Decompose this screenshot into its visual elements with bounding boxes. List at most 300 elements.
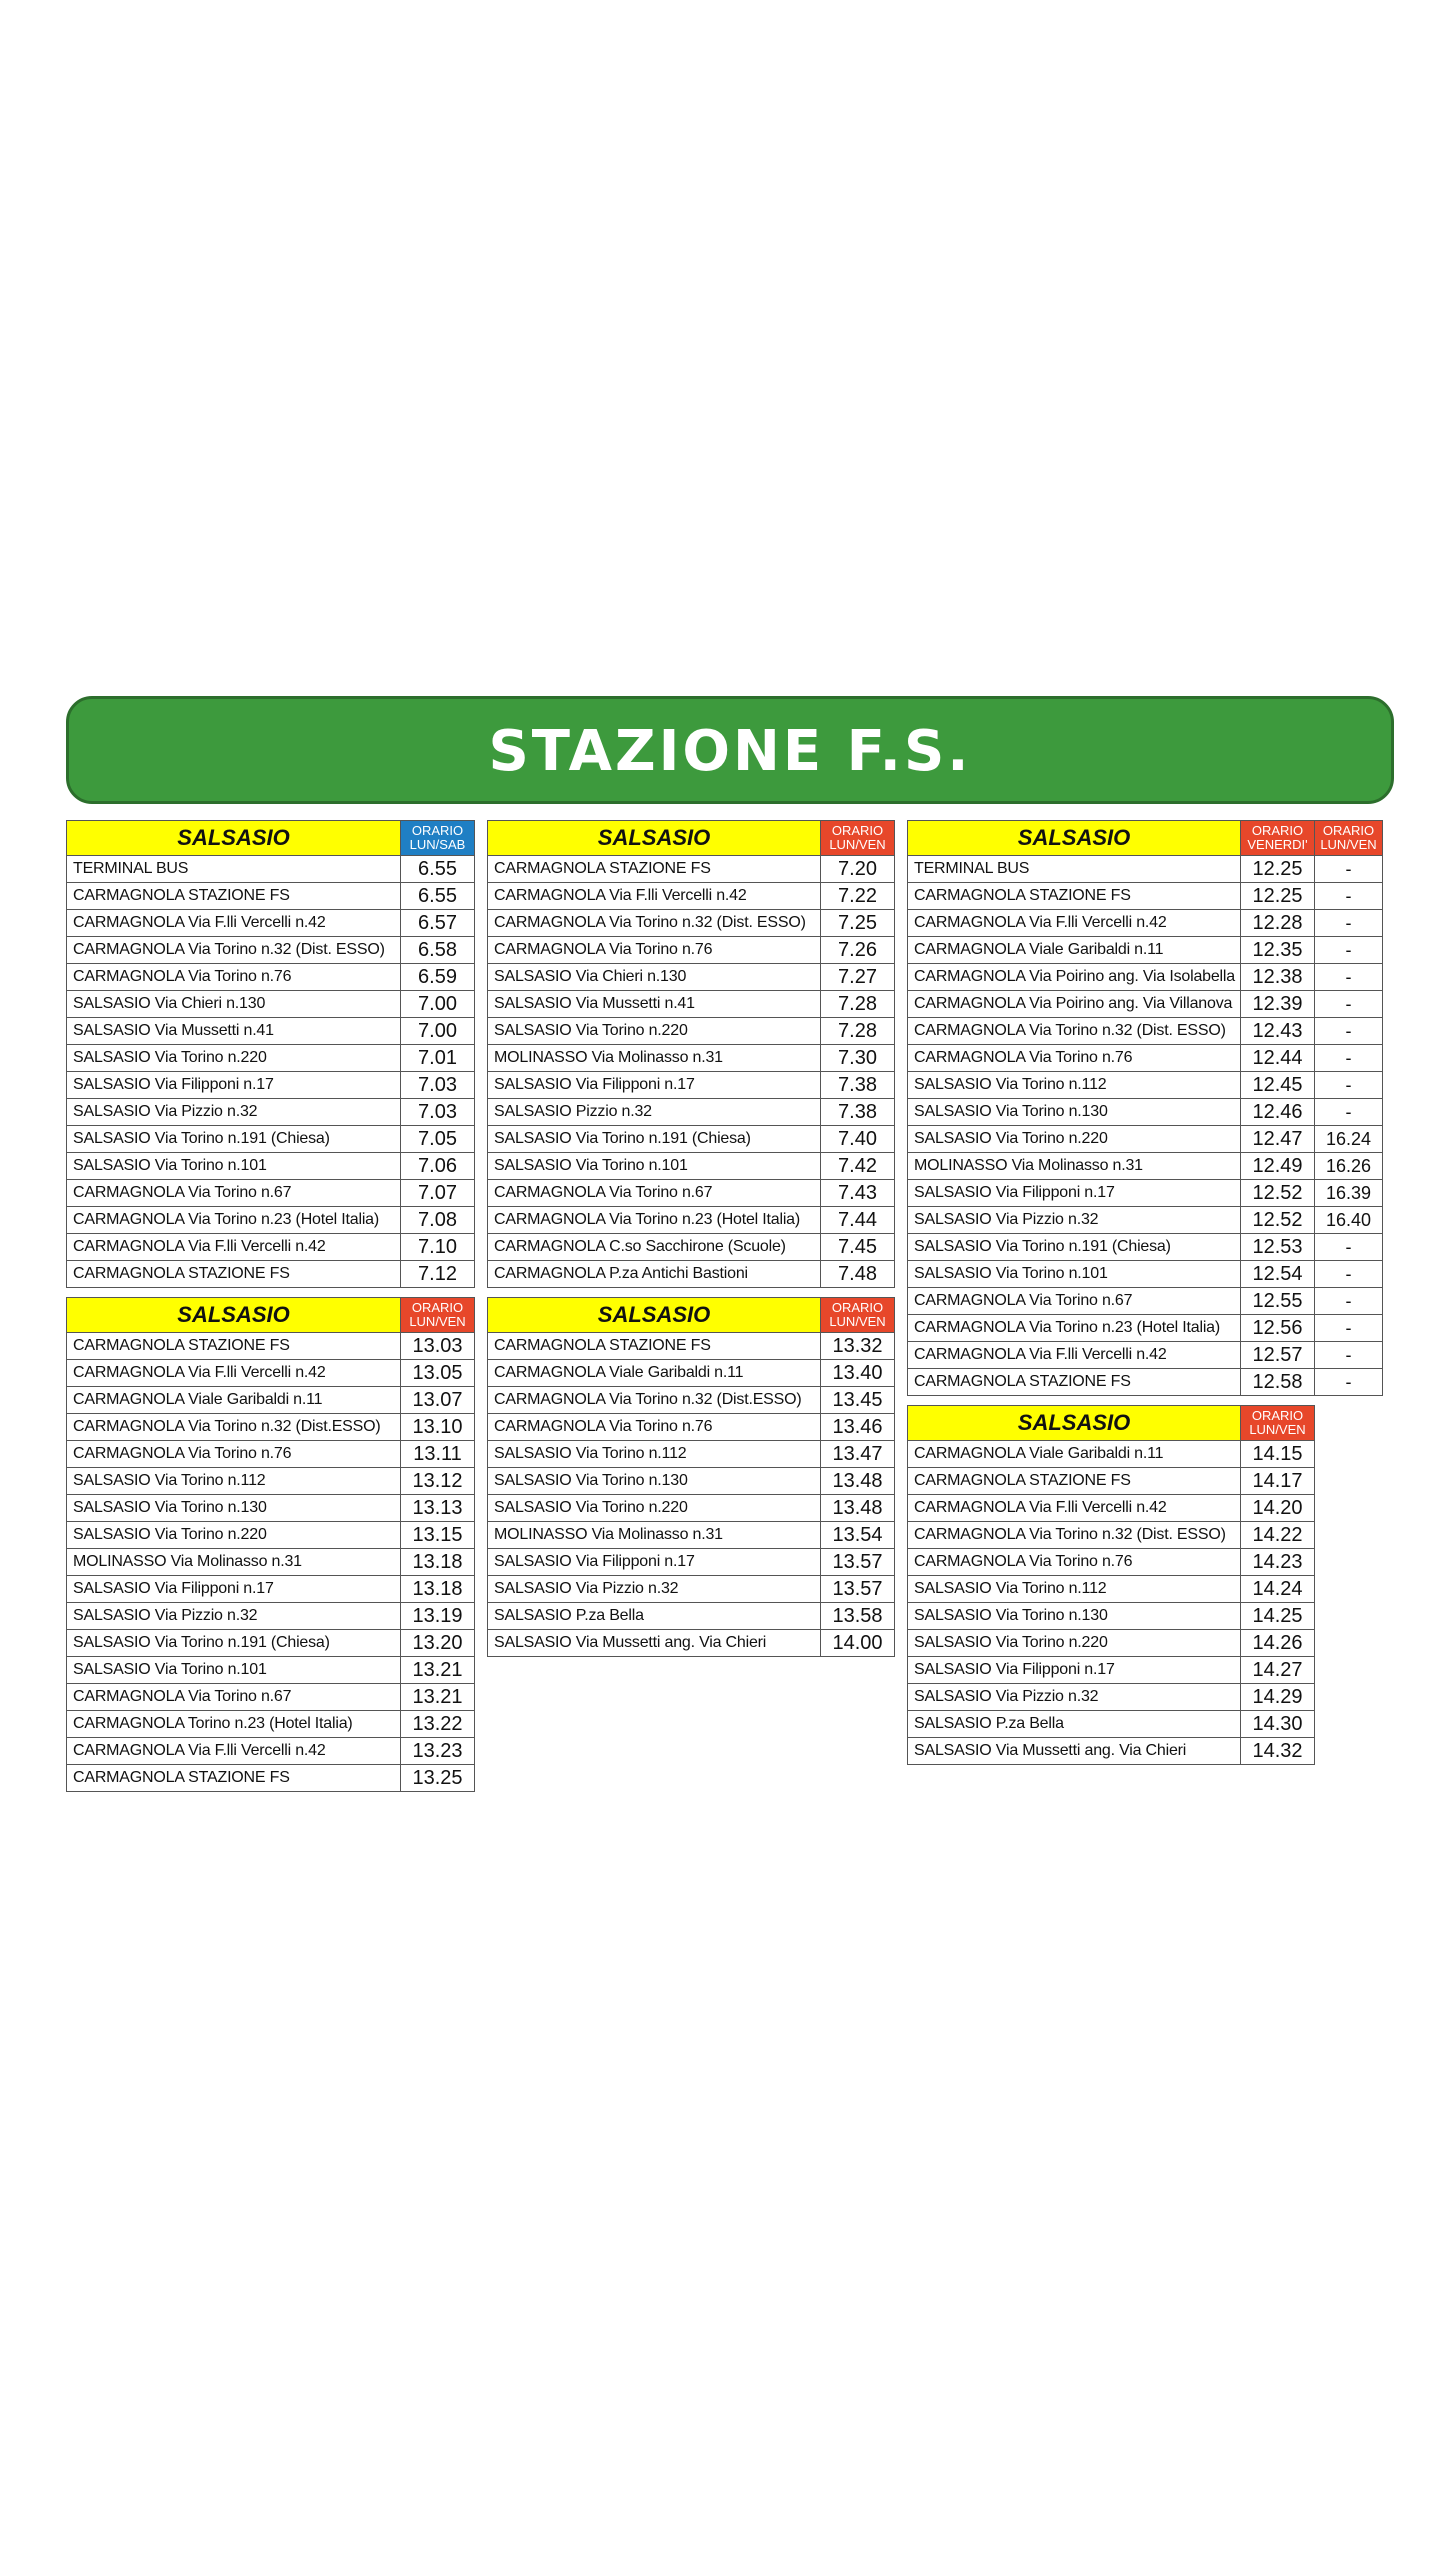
departure-time-secondary: - <box>1315 937 1383 964</box>
table-row <box>66 1180 475 1207</box>
table-row <box>487 1414 895 1441</box>
departure-time: 13.21 <box>401 1684 475 1711</box>
stop-name: MOLINASSO Via Molinasso n.31 <box>66 1549 401 1576</box>
departure-time: 14.30 <box>1241 1711 1315 1738</box>
departure-time: 6.59 <box>401 964 475 991</box>
stop-name: CARMAGNOLA STAZIONE FS <box>66 1333 401 1360</box>
block-header <box>487 820 895 856</box>
departure-time: 12.54 <box>1241 1261 1315 1288</box>
table-row <box>66 1387 475 1414</box>
table-row <box>487 1099 895 1126</box>
stop-name: CARMAGNOLA Viale Garibaldi n.11 <box>487 1360 821 1387</box>
table-row <box>66 1045 475 1072</box>
schedule-badge <box>1241 820 1315 856</box>
departure-time: 13.19 <box>401 1603 475 1630</box>
table-row <box>907 1207 1383 1234</box>
departure-time: 13.10 <box>401 1414 475 1441</box>
departure-time: 13.47 <box>821 1441 895 1468</box>
departure-time-secondary: - <box>1315 1288 1383 1315</box>
departure-time: 14.23 <box>1241 1549 1315 1576</box>
table-row <box>907 1549 1315 1576</box>
table-row <box>66 937 475 964</box>
table-row <box>907 991 1383 1018</box>
stop-name: TERMINAL BUS <box>907 856 1241 883</box>
stop-name: SALSASIO Via Torino n.220 <box>487 1495 821 1522</box>
table-row <box>907 1441 1315 1468</box>
departure-time: 13.57 <box>821 1549 895 1576</box>
departure-time: 13.48 <box>821 1468 895 1495</box>
table-row <box>66 1495 475 1522</box>
departure-time: 14.24 <box>1241 1576 1315 1603</box>
departure-time-secondary: - <box>1315 883 1383 910</box>
stop-name: SALSASIO Via Torino n.220 <box>907 1126 1241 1153</box>
stop-name: SALSASIO Via Pizzio n.32 <box>487 1576 821 1603</box>
table-row <box>487 1441 895 1468</box>
departure-time-secondary: - <box>1315 1315 1383 1342</box>
stop-name: SALSASIO Via Torino n.191 (Chiesa) <box>487 1126 821 1153</box>
stop-name: CARMAGNOLA Via Torino n.76 <box>907 1045 1241 1072</box>
stop-name: CARMAGNOLA Via Torino n.76 <box>907 1549 1241 1576</box>
departure-time: 12.45 <box>1241 1072 1315 1099</box>
stop-name: CARMAGNOLA Via Torino n.32 (Dist.ESSO) <box>487 1387 821 1414</box>
departure-time: 13.40 <box>821 1360 895 1387</box>
table-row <box>487 1603 895 1630</box>
stop-name: SALSASIO Via Filipponi n.17 <box>487 1549 821 1576</box>
stop-name: SALSASIO Via Mussetti n.41 <box>66 1018 401 1045</box>
table-row <box>66 1549 475 1576</box>
table-row <box>907 1711 1315 1738</box>
departure-time: 12.46 <box>1241 1099 1315 1126</box>
table-row <box>487 1126 895 1153</box>
departure-time: 7.48 <box>821 1261 895 1288</box>
departure-time: 7.06 <box>401 1153 475 1180</box>
departure-time: 12.39 <box>1241 991 1315 1018</box>
badge-line: ORARIO <box>1251 823 1304 838</box>
timetable-block <box>487 1297 895 1657</box>
title-banner <box>66 696 1394 804</box>
stop-name: SALSASIO Via Filipponi n.17 <box>907 1657 1241 1684</box>
table-row <box>66 1261 475 1288</box>
departure-time: 6.57 <box>401 910 475 937</box>
departure-time: 13.45 <box>821 1387 895 1414</box>
table-row <box>66 883 475 910</box>
departure-time: 7.03 <box>401 1072 475 1099</box>
table-row <box>907 1738 1315 1765</box>
table-row <box>907 1522 1315 1549</box>
departure-time: 12.25 <box>1241 883 1315 910</box>
stop-name: TERMINAL BUS <box>66 856 401 883</box>
badge-line: LUN/VEN <box>409 1314 466 1329</box>
departure-time-secondary: - <box>1315 1099 1383 1126</box>
departure-time: 12.55 <box>1241 1288 1315 1315</box>
stop-name: SALSASIO Via Torino n.101 <box>66 1657 401 1684</box>
table-row <box>487 856 895 883</box>
departure-time: 13.21 <box>401 1657 475 1684</box>
departure-time: 7.00 <box>401 1018 475 1045</box>
departure-time-secondary: - <box>1315 964 1383 991</box>
table-row <box>66 1072 475 1099</box>
stop-name: CARMAGNOLA Via Torino n.67 <box>487 1180 821 1207</box>
table-row <box>487 937 895 964</box>
table-row <box>487 1333 895 1360</box>
departure-time-secondary: - <box>1315 1072 1383 1099</box>
departure-time: 12.56 <box>1241 1315 1315 1342</box>
stop-name: CARMAGNOLA Via Torino n.32 (Dist.ESSO) <box>66 1414 401 1441</box>
departure-time: 13.13 <box>401 1495 475 1522</box>
table-row <box>907 1045 1383 1072</box>
table-row <box>907 1315 1383 1342</box>
departure-time-secondary: - <box>1315 1234 1383 1261</box>
table-row <box>66 1603 475 1630</box>
stop-name: SALSASIO Via Torino n.130 <box>907 1603 1241 1630</box>
stop-name: MOLINASSO Via Molinasso n.31 <box>487 1045 821 1072</box>
table-row <box>487 1180 895 1207</box>
departure-time: 13.03 <box>401 1333 475 1360</box>
table-row <box>907 1018 1383 1045</box>
table-row <box>487 1630 895 1657</box>
schedule-badge <box>1315 820 1383 856</box>
departure-time: 13.58 <box>821 1603 895 1630</box>
stop-name: SALSASIO P.za Bella <box>907 1711 1241 1738</box>
departure-time: 7.05 <box>401 1126 475 1153</box>
departure-time: 13.12 <box>401 1468 475 1495</box>
table-row <box>907 1603 1315 1630</box>
departure-time-secondary: - <box>1315 910 1383 937</box>
departure-time: 12.35 <box>1241 937 1315 964</box>
table-row <box>66 1360 475 1387</box>
departure-time: 12.44 <box>1241 1045 1315 1072</box>
departure-time: 14.27 <box>1241 1657 1315 1684</box>
departure-time: 13.57 <box>821 1576 895 1603</box>
departure-time: 12.52 <box>1241 1207 1315 1234</box>
stop-name: CARMAGNOLA Via Poirino ang. Via Villanova <box>907 991 1241 1018</box>
stop-name: SALSASIO Via Filipponi n.17 <box>907 1180 1241 1207</box>
stop-name: CARMAGNOLA P.za Antichi Bastioni <box>487 1261 821 1288</box>
departure-time: 13.48 <box>821 1495 895 1522</box>
stop-name: CARMAGNOLA Via Poirino ang. Via Isolabella <box>907 964 1241 991</box>
table-row <box>907 1495 1315 1522</box>
table-row <box>66 1468 475 1495</box>
departure-time: 13.11 <box>401 1441 475 1468</box>
table-row <box>66 910 475 937</box>
departure-time: 7.00 <box>401 991 475 1018</box>
table-row <box>907 1630 1315 1657</box>
badge-line: ORARIO <box>831 823 884 838</box>
badge-line: LUN/VEN <box>1249 1422 1306 1437</box>
badge-line: LUN/VEN <box>829 1314 886 1329</box>
departure-time: 6.58 <box>401 937 475 964</box>
departure-time: 7.40 <box>821 1126 895 1153</box>
badge-line: LUN/SAB <box>409 837 466 852</box>
departure-time: 7.44 <box>821 1207 895 1234</box>
departure-time: 6.55 <box>401 856 475 883</box>
departure-time: 13.32 <box>821 1333 895 1360</box>
table-row <box>66 1657 475 1684</box>
departure-time: 12.49 <box>1241 1153 1315 1180</box>
stop-name: SALSASIO Via Torino n.220 <box>907 1630 1241 1657</box>
table-row <box>66 1765 475 1792</box>
table-row <box>66 1234 475 1261</box>
departure-time-secondary: - <box>1315 1342 1383 1369</box>
stop-name: CARMAGNOLA STAZIONE FS <box>487 856 821 883</box>
stop-name: SALSASIO Via Torino n.112 <box>66 1468 401 1495</box>
stop-name: SALSASIO Via Torino n.220 <box>487 1018 821 1045</box>
departure-time: 12.47 <box>1241 1126 1315 1153</box>
stop-name: CARMAGNOLA Via F.lli Vercelli n.42 <box>66 1234 401 1261</box>
stop-name: SALSASIO Via Mussetti ang. Via Chieri <box>907 1738 1241 1765</box>
table-row <box>66 1441 475 1468</box>
departure-time: 13.05 <box>401 1360 475 1387</box>
stop-name: CARMAGNOLA STAZIONE FS <box>66 1765 401 1792</box>
table-row <box>66 1576 475 1603</box>
stop-name: SALSASIO Pizzio n.32 <box>487 1099 821 1126</box>
stop-name: SALSASIO Via Torino n.101 <box>66 1153 401 1180</box>
departure-time: 13.18 <box>401 1549 475 1576</box>
table-row <box>907 1468 1315 1495</box>
stop-name: CARMAGNOLA Viale Garibaldi n.11 <box>66 1387 401 1414</box>
departure-time: 7.10 <box>401 1234 475 1261</box>
departure-time: 14.26 <box>1241 1630 1315 1657</box>
table-row <box>487 1387 895 1414</box>
timetable-block <box>907 820 1383 1396</box>
departure-time: 7.12 <box>401 1261 475 1288</box>
block-title: SALSASIO <box>907 1405 1241 1441</box>
departure-time: 7.38 <box>821 1072 895 1099</box>
table-row <box>66 1630 475 1657</box>
table-row <box>907 1576 1315 1603</box>
departure-time-secondary: - <box>1315 1261 1383 1288</box>
departure-time: 7.07 <box>401 1180 475 1207</box>
stop-name: SALSASIO Via Pizzio n.32 <box>907 1207 1241 1234</box>
table-row <box>907 1657 1315 1684</box>
table-row <box>66 856 475 883</box>
departure-time-secondary: - <box>1315 991 1383 1018</box>
table-row <box>487 1045 895 1072</box>
table-row <box>487 1207 895 1234</box>
departure-time: 7.28 <box>821 1018 895 1045</box>
badge-line: LUN/VEN <box>829 837 886 852</box>
page-title: STAZIONE F.S. <box>488 719 972 784</box>
table-row <box>66 1099 475 1126</box>
table-row <box>66 1684 475 1711</box>
timetable-block <box>907 1405 1315 1765</box>
departure-time: 7.43 <box>821 1180 895 1207</box>
table-row <box>907 937 1383 964</box>
stop-name: CARMAGNOLA Via F.lli Vercelli n.42 <box>907 910 1241 937</box>
departure-time: 13.15 <box>401 1522 475 1549</box>
departure-time: 7.20 <box>821 856 895 883</box>
stop-name: SALSASIO Via Torino n.220 <box>66 1045 401 1072</box>
stop-name: CARMAGNOLA STAZIONE FS <box>66 1261 401 1288</box>
table-row <box>487 1072 895 1099</box>
schedule-badge <box>401 820 475 856</box>
departure-time: 13.07 <box>401 1387 475 1414</box>
stop-name: CARMAGNOLA STAZIONE FS <box>907 1369 1241 1396</box>
stop-name: CARMAGNOLA Via Torino n.32 (Dist. ESSO) <box>66 937 401 964</box>
departure-time: 12.28 <box>1241 910 1315 937</box>
stop-name: SALSASIO Via Chieri n.130 <box>487 964 821 991</box>
table-row <box>907 1288 1383 1315</box>
departure-time-secondary: 16.24 <box>1315 1126 1383 1153</box>
table-row <box>907 1234 1383 1261</box>
departure-time: 13.25 <box>401 1765 475 1792</box>
departure-time: 14.00 <box>821 1630 895 1657</box>
table-row <box>66 1126 475 1153</box>
departure-time: 14.32 <box>1241 1738 1315 1765</box>
table-row <box>487 883 895 910</box>
departure-time: 7.26 <box>821 937 895 964</box>
stop-name: SALSASIO Via Torino n.101 <box>907 1261 1241 1288</box>
stop-name: CARMAGNOLA Via Torino n.23 (Hotel Italia) <box>907 1315 1241 1342</box>
block-title: SALSASIO <box>66 1297 401 1333</box>
stop-name: SALSASIO Via Torino n.220 <box>66 1522 401 1549</box>
departure-time: 6.55 <box>401 883 475 910</box>
stop-name: SALSASIO Via Torino n.112 <box>907 1576 1241 1603</box>
block-header <box>487 1297 895 1333</box>
stop-name: CARMAGNOLA Via F.lli Vercelli n.42 <box>66 1738 401 1765</box>
table-row <box>66 1522 475 1549</box>
stop-name: MOLINASSO Via Molinasso n.31 <box>487 1522 821 1549</box>
block-header <box>907 1405 1315 1441</box>
departure-time: 7.27 <box>821 964 895 991</box>
stop-name: SALSASIO Via Filipponi n.17 <box>66 1576 401 1603</box>
table-row <box>487 964 895 991</box>
departure-time: 12.52 <box>1241 1180 1315 1207</box>
block-title: SALSASIO <box>907 820 1241 856</box>
stop-name: CARMAGNOLA Via Torino n.32 (Dist. ESSO) <box>907 1522 1241 1549</box>
table-row <box>66 964 475 991</box>
departure-time: 7.38 <box>821 1099 895 1126</box>
departure-time-secondary: - <box>1315 1369 1383 1396</box>
stop-name: CARMAGNOLA STAZIONE FS <box>487 1333 821 1360</box>
table-row <box>907 1126 1383 1153</box>
table-row <box>907 1261 1383 1288</box>
departure-time: 14.17 <box>1241 1468 1315 1495</box>
stop-name: SALSASIO Via Torino n.191 (Chiesa) <box>66 1630 401 1657</box>
table-row <box>907 1342 1383 1369</box>
departure-time: 7.01 <box>401 1045 475 1072</box>
badge-line: ORARIO <box>1251 1408 1304 1423</box>
stop-name: CARMAGNOLA Via Torino n.76 <box>66 1441 401 1468</box>
stop-name: CARMAGNOLA Via F.lli Vercelli n.42 <box>907 1495 1241 1522</box>
stop-name: CARMAGNOLA Via F.lli Vercelli n.42 <box>66 1360 401 1387</box>
block-header <box>907 820 1383 856</box>
schedule-badge <box>821 1297 895 1333</box>
departure-time: 7.22 <box>821 883 895 910</box>
badge-line: ORARIO <box>1322 823 1375 838</box>
departure-time: 12.58 <box>1241 1369 1315 1396</box>
departure-time: 7.28 <box>821 991 895 1018</box>
departure-time: 7.45 <box>821 1234 895 1261</box>
stop-name: SALSASIO Via Filipponi n.17 <box>66 1072 401 1099</box>
table-row <box>487 1522 895 1549</box>
table-row <box>487 1495 895 1522</box>
departure-time: 13.23 <box>401 1738 475 1765</box>
departure-time-secondary: - <box>1315 1045 1383 1072</box>
departure-time: 12.43 <box>1241 1018 1315 1045</box>
table-row <box>487 1018 895 1045</box>
stop-name: SALSASIO Via Pizzio n.32 <box>907 1684 1241 1711</box>
stop-name: SALSASIO Via Torino n.130 <box>487 1468 821 1495</box>
table-row <box>907 1099 1383 1126</box>
schedule-badge <box>401 1297 475 1333</box>
table-row <box>66 1414 475 1441</box>
stop-name: SALSASIO Via Filipponi n.17 <box>487 1072 821 1099</box>
stop-name: SALSASIO Via Mussetti ang. Via Chieri <box>487 1630 821 1657</box>
table-row <box>487 1576 895 1603</box>
timetable-block <box>487 820 895 1288</box>
departure-time: 13.20 <box>401 1630 475 1657</box>
stop-name: SALSASIO Via Torino n.130 <box>66 1495 401 1522</box>
schedule-badge <box>821 820 895 856</box>
table-row <box>487 1153 895 1180</box>
departure-time: 7.30 <box>821 1045 895 1072</box>
stop-name: CARMAGNOLA Via Torino n.23 (Hotel Italia) <box>487 1207 821 1234</box>
badge-line: ORARIO <box>831 1300 884 1315</box>
stop-name: CARMAGNOLA Via F.lli Vercelli n.42 <box>66 910 401 937</box>
departure-time-secondary: - <box>1315 1018 1383 1045</box>
timetable-block <box>66 1297 475 1792</box>
schedule-badge <box>1241 1405 1315 1441</box>
badge-line: ORARIO <box>411 823 464 838</box>
table-row <box>487 910 895 937</box>
table-row <box>907 1684 1315 1711</box>
departure-time: 14.29 <box>1241 1684 1315 1711</box>
table-row <box>907 1180 1383 1207</box>
stop-name: CARMAGNOLA Viale Garibaldi n.11 <box>907 937 1241 964</box>
stop-name: CARMAGNOLA Torino n.23 (Hotel Italia) <box>66 1711 401 1738</box>
table-row <box>487 1261 895 1288</box>
table-row <box>66 1153 475 1180</box>
timetable-block <box>66 820 475 1288</box>
departure-time: 14.25 <box>1241 1603 1315 1630</box>
stop-name: CARMAGNOLA Via Torino n.32 (Dist. ESSO) <box>907 1018 1241 1045</box>
stop-name: SALSASIO Via Torino n.191 (Chiesa) <box>66 1126 401 1153</box>
table-row <box>66 1018 475 1045</box>
table-row <box>907 910 1383 937</box>
stop-name: CARMAGNOLA Via Torino n.32 (Dist. ESSO) <box>487 910 821 937</box>
stop-name: CARMAGNOLA Via Torino n.76 <box>487 1414 821 1441</box>
stop-name: MOLINASSO Via Molinasso n.31 <box>907 1153 1241 1180</box>
table-row <box>66 1207 475 1234</box>
departure-time: 12.38 <box>1241 964 1315 991</box>
table-row <box>907 964 1383 991</box>
block-header <box>66 1297 475 1333</box>
table-row <box>487 1360 895 1387</box>
departure-time: 13.54 <box>821 1522 895 1549</box>
stop-name: CARMAGNOLA Via Torino n.23 (Hotel Italia) <box>66 1207 401 1234</box>
table-row <box>487 1549 895 1576</box>
departure-time-secondary: - <box>1315 856 1383 883</box>
stop-name: SALSASIO Via Torino n.130 <box>907 1099 1241 1126</box>
table-row <box>907 1153 1383 1180</box>
departure-time-secondary: 16.40 <box>1315 1207 1383 1234</box>
stop-name: CARMAGNOLA Via Torino n.67 <box>907 1288 1241 1315</box>
block-title: SALSASIO <box>487 1297 821 1333</box>
departure-time: 14.22 <box>1241 1522 1315 1549</box>
table-row <box>487 991 895 1018</box>
departure-time: 12.57 <box>1241 1342 1315 1369</box>
stop-name: CARMAGNOLA STAZIONE FS <box>907 1468 1241 1495</box>
departure-time: 14.20 <box>1241 1495 1315 1522</box>
stop-name: CARMAGNOLA Viale Garibaldi n.11 <box>907 1441 1241 1468</box>
stop-name: CARMAGNOLA STAZIONE FS <box>907 883 1241 910</box>
departure-time-secondary: 16.39 <box>1315 1180 1383 1207</box>
departure-time: 7.08 <box>401 1207 475 1234</box>
table-row <box>66 1333 475 1360</box>
badge-line: LUN/VEN <box>1320 837 1377 852</box>
stop-name: SALSASIO Via Pizzio n.32 <box>66 1099 401 1126</box>
